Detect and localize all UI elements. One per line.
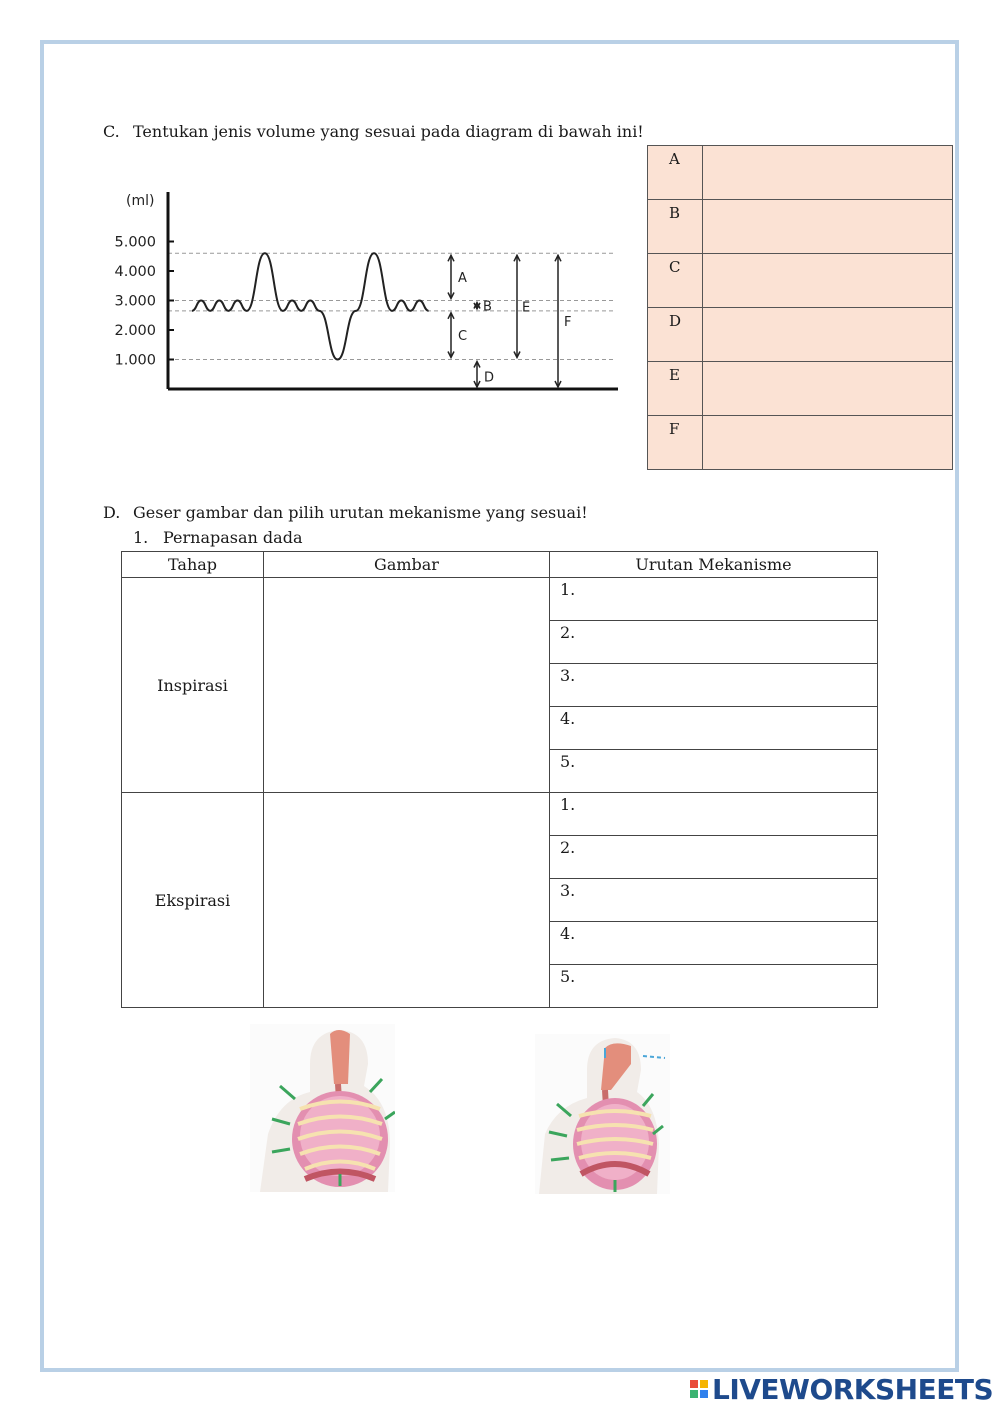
answer-input[interactable] [703,308,953,362]
volume-answer-table [647,145,953,470]
mechanism-step-select[interactable]: 3. [550,879,878,922]
mechanism-step-select[interactable]: 2. [550,621,878,664]
logo-wordmark: LIVEWORKSHEETS [712,1372,994,1406]
answer-row [648,146,953,200]
bracket-label-e: E [522,300,531,316]
section-d-instruction: Geser gambar dan pilih urutan mekanisme yang sesuai! [133,503,588,522]
bracket-label-c: C [458,329,468,345]
subsection-heading [133,528,303,548]
mechanism-step-select[interactable]: 4. [550,707,878,750]
bracket-label-a: A [458,270,467,286]
header-stage: Tahap [122,552,264,578]
y-tick-label: 4.000 [114,264,156,280]
answer-label: B [648,200,703,254]
answer-label: E [648,362,703,416]
image-drop-zone[interactable] [264,793,550,1008]
mechanism-step-select[interactable]: 5. [550,965,878,1008]
expiration-lungs-image[interactable] [535,1034,670,1194]
volume-curve [192,253,429,359]
y-tick-label: 2.000 [114,323,156,339]
answer-input[interactable] [703,254,953,308]
logo-mark-icon [690,1380,708,1398]
answer-row [648,254,953,308]
y-tick-label: 3.000 [114,293,156,310]
mechanism-step-select[interactable]: 3. [550,664,878,707]
mechanism-row [122,793,878,836]
section-c-heading [103,122,644,142]
answer-input[interactable] [703,362,953,416]
section-d-heading [103,503,588,523]
section-c-letter: C. [103,122,120,141]
answer-row [648,362,953,416]
stage-name: Inspirasi [122,578,264,793]
header-order: Urutan Mekanisme [550,552,878,578]
bracket-label-f: F [564,315,572,331]
subsection-title: Pernapasan dada [163,528,303,547]
y-tick-label: 1.000 [114,352,156,369]
answer-input[interactable] [703,416,953,470]
mechanism-table [121,551,878,1008]
y-axis-label: (ml) [126,193,155,209]
stage-name: Ekspirasi [122,793,264,1008]
mechanism-header-row [122,552,878,578]
inspiration-lungs-image[interactable] [250,1024,395,1192]
header-image: Gambar [264,552,550,578]
subsection-number: 1. [133,528,149,547]
bracket-label-b: B [483,299,492,315]
section-d-letter: D. [103,503,121,522]
bracket-label-d: D [484,370,495,386]
mechanism-step-select[interactable]: 2. [550,836,878,879]
liveworksheets-logo [690,1372,993,1406]
answer-label: D [648,308,703,362]
answer-row [648,200,953,254]
image-drop-zone[interactable] [264,578,550,793]
mechanism-step-select[interactable]: 1. [550,793,878,836]
answer-label: C [648,254,703,308]
mechanism-row [122,578,878,621]
lung-volume-chart [100,180,625,400]
section-c-instruction: Tentukan jenis volume yang sesuai pada diagram di bawah ini! [133,122,644,141]
answer-input[interactable] [703,146,953,200]
mechanism-step-select[interactable]: 5. [550,750,878,793]
answer-input[interactable] [703,200,953,254]
mechanism-step-select[interactable]: 4. [550,922,878,965]
answer-label: A [648,146,703,200]
answer-row [648,416,953,470]
y-tick-label: 5.000 [114,234,156,251]
answer-label: F [648,416,703,470]
answer-row [648,308,953,362]
mechanism-step-select[interactable]: 1. [550,578,878,621]
